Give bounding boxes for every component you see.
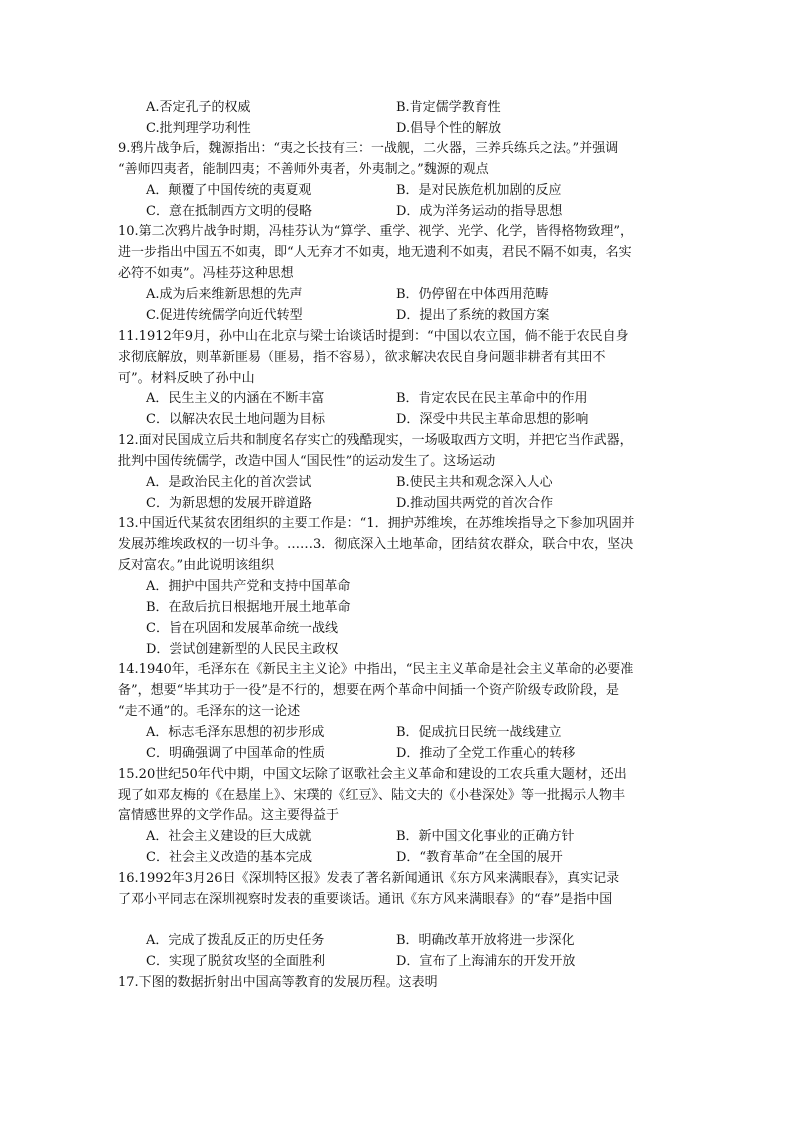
q16-stem-line: 了邓小平同志在深圳视察时发表的重要谈话。通讯《东方风来满眼春》的“春”是指中国 <box>118 892 613 907</box>
q11-option-c: C．以解决农民土地问题为目标 <box>146 412 325 427</box>
q14-stem-line: 14.1940年，毛泽东在《新民主主义论》中指出，“民主主义革命是社会主义革命的必要准 <box>118 662 634 677</box>
q10-stem-line: 进一步指出中国五不如夷，即“人无弃才不如夷，地无遗利不如夷，君民不隔不如夷，名实 <box>118 245 632 260</box>
q11-option-a: A．民生主义的内涵在不断丰富 <box>146 391 325 406</box>
q13-option-a: A．拥护中国共产党和支持中国革命 <box>146 579 351 594</box>
q11-option-b: B．肯定农民在民主革命中的作用 <box>396 391 588 406</box>
q13-option-d: D．尝试创建新型的人民民主政权 <box>146 642 339 657</box>
q10-option-b: B．仍停留在中体西用范畴 <box>396 287 549 302</box>
q9-stem-line: 9.鸦片战争后，魏源指出：“夷之长技有三：一战舰，二火器，三养兵练兵之法。”并强调 <box>118 141 619 156</box>
q15-option-d: D．“教育革命”在全国的展开 <box>396 850 563 865</box>
q10-option-a: A.成为后来维新思想的先声 <box>146 287 303 302</box>
q17-stem-line: 17.下图的数据折射出中国高等教育的发展历程。这表明 <box>118 975 438 990</box>
q14-stem-line: 备”，想要“毕其功于一役”是不行的，想要在两个革命中间插一个资产阶级专政阶段，是 <box>118 683 619 698</box>
q8-option-a: A.否定孔子的权威 <box>146 100 251 115</box>
q10-option-c: C.促进传统儒学向近代转型 <box>146 308 303 323</box>
q9-option-a: A．颠覆了中国传统的夷夏观 <box>146 183 312 198</box>
q14-option-c: C．明确强调了中国革命的性质 <box>146 746 325 761</box>
q13-stem-line: 反对富农。”由此说明该组织 <box>118 558 275 573</box>
q14-stem-line: “走不通”的。毛泽东的这一论述 <box>118 704 301 719</box>
q8-option-c: C.批判理学功利性 <box>146 121 251 136</box>
q10-stem-line: 10.第二次鸦片战争时期，冯桂芬认为“算学、重学、视学、光学、化学，皆得格物致理”， <box>118 224 633 239</box>
q15-option-a: A．社会主义建设的巨大成就 <box>146 829 312 844</box>
q14-option-b: B．促成抗日民统一战线建立 <box>396 725 562 740</box>
q9-option-c: C．意在抵制西方文明的侵略 <box>146 204 312 219</box>
q9-stem-line: “善师四夷者，能制四夷；不善师外夷者，外夷制之。”魏源的观点 <box>118 162 489 177</box>
q16-option-b: B．明确改革开放将进一步深化 <box>396 933 575 948</box>
q15-option-b: B．新中国文化事业的正确方针 <box>396 829 575 844</box>
q10-stem-line: 必符不如夷”。冯桂芬这种思想 <box>118 266 294 281</box>
q13-option-c: C．旨在巩固和发展革命统一战线 <box>146 621 338 636</box>
q16-option-c: C．实现了脱贫攻坚的全面胜利 <box>146 954 325 969</box>
q12-option-d: D.推动国共两党的首次合作 <box>396 496 554 511</box>
q15-option-c: C．社会主义改造的基本完成 <box>146 850 312 865</box>
q8-option-d: D.倡导个性的解放 <box>396 121 502 136</box>
q12-option-a: A．是政治民主化的首次尝试 <box>146 475 312 490</box>
q9-option-d: D．成为洋务运动的指导思想 <box>396 204 563 219</box>
q10-option-d: D．提出了系统的救国方案 <box>396 308 550 323</box>
q11-stem-line: 11.1912年9月，孙中山在北京与梁士诒谈话时提到：“中国以农立国，倘不能于农民自身 <box>118 329 629 344</box>
q15-stem-line: 15.20世纪50年代中期，中国文坛除了讴歌社会主义革命和建设的工农兵重大题材，还出 <box>118 767 627 782</box>
q12-option-b: B.使民主共和观念深入人心 <box>396 475 553 490</box>
q15-stem-line: 富情感世界的文学作品。这主要得益于 <box>118 808 340 823</box>
q11-stem-line: 可”。材料反映了孙中山 <box>118 371 255 386</box>
q16-stem-line: 16.1992年3月26日《深圳特区报》发表了著名新闻通讯《东方风来满眼春》，真实记录 <box>118 871 620 886</box>
q12-stem-line: 批判中国传统儒学，改造中国人“国民性”的运动发生了。这场运动 <box>118 454 496 469</box>
q9-option-b: B．是对民族危机加剧的反应 <box>396 183 562 198</box>
q12-option-c: C．为新思想的发展开辟道路 <box>146 496 312 511</box>
q16-option-d: D．宣布了上海浦东的开发开放 <box>396 954 576 969</box>
q13-stem-line: 13.中国近代某贫农团组织的主要工作是：“1．拥护苏维埃，在苏维埃指导之下参加巩固并 <box>118 516 635 531</box>
q14-option-d: D．推动了全党工作重心的转移 <box>396 746 576 761</box>
q13-option-b: B．在敌后抗日根据地开展土地革命 <box>146 600 351 615</box>
q11-option-d: D．深受中共民主革命思想的影响 <box>396 412 589 427</box>
q13-stem-line: 发展苏维埃政权的一切斗争。……3．彻底深入土地革命，团结贫农群众，联合中农，坚决 <box>118 537 634 552</box>
q15-stem-line: 现了如邓友梅的《在悬崖上》、宋璞的《红豆》、陆文夫的《小巷深处》等一批揭示人物丰 <box>118 788 626 803</box>
q11-stem-line: 求彻底解放，则革新匪易（匪易，指不容易），欲求解决农民自身问题非耕者有其田不 <box>118 350 606 365</box>
q8-option-b: B.肯定儒学教育性 <box>396 100 501 115</box>
q14-option-a: A．标志毛泽东思想的初步形成 <box>146 725 325 740</box>
q16-option-a: A．完成了拨乱反正的历史任务 <box>146 933 325 948</box>
q12-stem-line: 12.面对民国成立后共和制度名存实亡的残酷现实，一场吸取西方文明，并把它当作武器， <box>118 433 633 448</box>
